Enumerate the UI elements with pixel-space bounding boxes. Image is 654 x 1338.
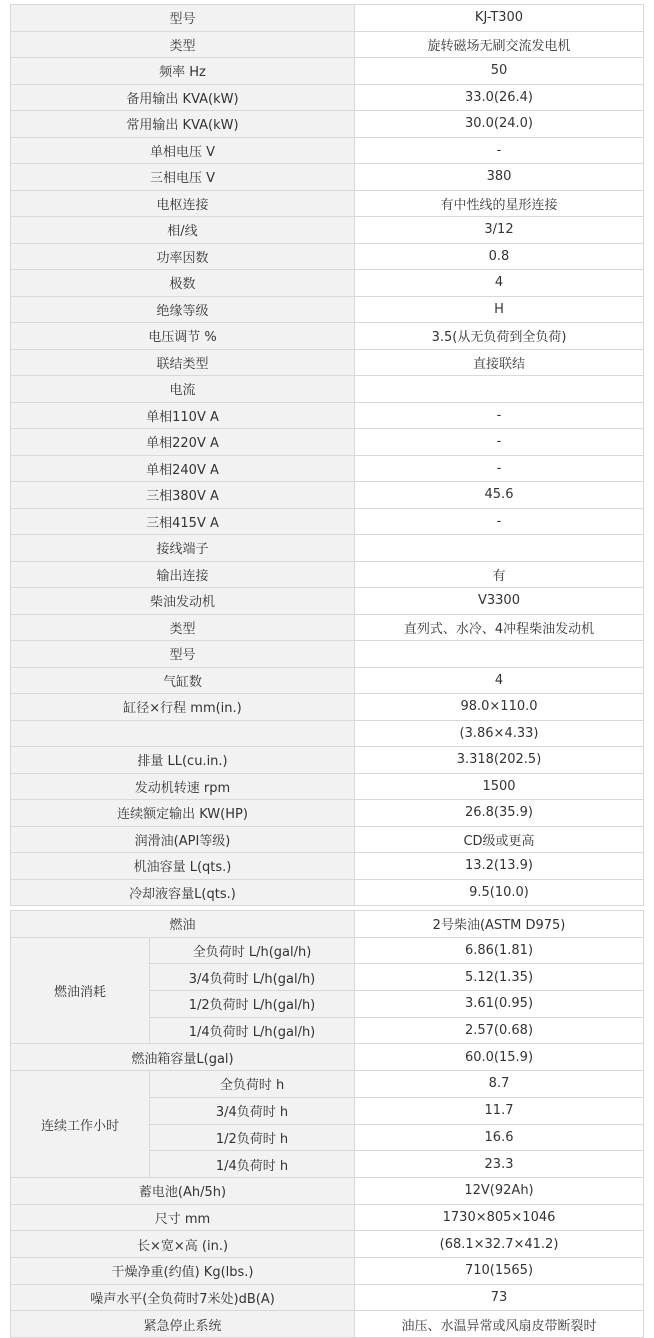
spec-table-main-body — [11, 5, 644, 906]
spec-value: 3.61(0.95) — [355, 991, 644, 1018]
spec-label: 三相电压 V — [11, 164, 355, 191]
spec-label: 气缸数 — [11, 667, 355, 694]
table-row — [11, 349, 644, 376]
spec-value: 1730×805×1046 — [355, 1204, 644, 1231]
spec-label: 电压调节 % — [11, 323, 355, 350]
spec-table-fuel — [10, 910, 644, 1338]
spec-value: 60.0(15.9) — [355, 1044, 644, 1071]
table-row — [11, 588, 644, 615]
spec-label: 型号 — [11, 641, 355, 668]
spec-value: - — [355, 455, 644, 482]
table-row — [11, 429, 644, 456]
table-row — [11, 747, 644, 774]
spec-table-fuel-body — [11, 911, 644, 1338]
table-row — [11, 911, 644, 938]
table-row — [11, 164, 644, 191]
table-row — [11, 137, 644, 164]
spec-label: 输出连接 — [11, 561, 355, 588]
spec-value: 2.57(0.68) — [355, 1017, 644, 1044]
spec-value: 4 — [355, 667, 644, 694]
spec-label: 润滑油(API等级) — [11, 826, 355, 853]
spec-label: 联结类型 — [11, 349, 355, 376]
table-row — [11, 1044, 644, 1071]
spec-label: 单相电压 V — [11, 137, 355, 164]
spec-label: 三相415V A — [11, 508, 355, 535]
table-row — [11, 694, 644, 721]
spec-value: 直接联结 — [355, 349, 644, 376]
group-label-runtime: 连续工作小时 — [11, 1071, 150, 1178]
spec-label: 绝缘等级 — [11, 296, 355, 323]
spec-value: - — [355, 402, 644, 429]
spec-value: 26.8(35.9) — [355, 800, 644, 827]
spec-value: - — [355, 429, 644, 456]
table-row — [11, 31, 644, 58]
table-row — [11, 1071, 644, 1098]
table-row — [11, 1177, 644, 1204]
table-row — [11, 217, 644, 244]
spec-label: 极数 — [11, 270, 355, 297]
spec-value: 23.3 — [355, 1151, 644, 1178]
table-row — [11, 243, 644, 270]
table-row — [11, 376, 644, 403]
spec-value: 3/12 — [355, 217, 644, 244]
spec-label: 柴油发动机 — [11, 588, 355, 615]
spec-label: 燃油箱容量L(gal) — [11, 1044, 355, 1071]
spec-value: - — [355, 508, 644, 535]
spec-value: - — [355, 137, 644, 164]
table-row — [11, 1204, 644, 1231]
spec-value: (68.1×32.7×41.2) — [355, 1231, 644, 1258]
spec-label: 频率 Hz — [11, 58, 355, 85]
spec-label: 相/线 — [11, 217, 355, 244]
spec-value: 3.318(202.5) — [355, 747, 644, 774]
table-row — [11, 84, 644, 111]
table-row — [11, 535, 644, 562]
table-row — [11, 1231, 644, 1258]
spec-value: 73 — [355, 1284, 644, 1311]
spec-label — [11, 720, 355, 747]
table-row — [11, 402, 644, 429]
spec-label: 缸径×行程 mm(in.) — [11, 694, 355, 721]
table-row — [11, 773, 644, 800]
spec-value: (3.86×4.33) — [355, 720, 644, 747]
table-row — [11, 190, 644, 217]
spec-table-main — [10, 4, 644, 906]
spec-value: 13.2(13.9) — [355, 853, 644, 880]
spec-label: 干燥净重(约值) Kg(lbs.) — [11, 1257, 355, 1284]
spec-value: 1500 — [355, 773, 644, 800]
spec-label: 电流 — [11, 376, 355, 403]
spec-value: 380 — [355, 164, 644, 191]
table-row — [11, 879, 644, 906]
spec-value — [355, 376, 644, 403]
spec-label: 单相220V A — [11, 429, 355, 456]
spec-value: 98.0×110.0 — [355, 694, 644, 721]
table-row — [11, 1257, 644, 1284]
spec-label: 尺寸 mm — [11, 1204, 355, 1231]
spec-value: 旋转磁场无刷交流发电机 — [355, 31, 644, 58]
spec-value: 2号柴油(ASTM D975) — [355, 911, 644, 938]
spec-label: 3/4负荷时 L/h(gal/h) — [150, 964, 355, 991]
spec-value: 4 — [355, 270, 644, 297]
table-row — [11, 58, 644, 85]
spec-value: 12V(92Ah) — [355, 1177, 644, 1204]
spec-value: 710(1565) — [355, 1257, 644, 1284]
spec-label: 单相110V A — [11, 402, 355, 429]
spec-label: 单相240V A — [11, 455, 355, 482]
spec-label: 全负荷时 L/h(gal/h) — [150, 937, 355, 964]
spec-label: 噪声水平(全负荷时7米处)dB(A) — [11, 1284, 355, 1311]
spec-value — [355, 535, 644, 562]
spec-label: 蓄电池(Ah/5h) — [11, 1177, 355, 1204]
spec-label: 功率因数 — [11, 243, 355, 270]
table-row — [11, 270, 644, 297]
spec-label: 连续额定输出 KW(HP) — [11, 800, 355, 827]
spec-value: 3.5(从无负荷到全负荷) — [355, 323, 644, 350]
spec-label: 1/4负荷时 h — [150, 1151, 355, 1178]
group-label-fuel-consumption: 燃油消耗 — [11, 937, 150, 1044]
table-row — [11, 1284, 644, 1311]
spec-value: 有 — [355, 561, 644, 588]
spec-label: 1/4负荷时 L/h(gal/h) — [150, 1017, 355, 1044]
spec-label: 常用输出 KVA(kW) — [11, 111, 355, 138]
spec-label: 3/4负荷时 h — [150, 1097, 355, 1124]
table-row — [11, 937, 644, 964]
spec-value: 5.12(1.35) — [355, 964, 644, 991]
table-row — [11, 323, 644, 350]
table-row — [11, 800, 644, 827]
table-row — [11, 296, 644, 323]
table-row — [11, 1311, 644, 1338]
spec-label: 长×宽×高 (in.) — [11, 1231, 355, 1258]
spec-label: 发动机转速 rpm — [11, 773, 355, 800]
spec-value: 16.6 — [355, 1124, 644, 1151]
spec-label: 电枢连接 — [11, 190, 355, 217]
spec-value: 有中性线的星形连接 — [355, 190, 644, 217]
spec-label: 紧急停止系统 — [11, 1311, 355, 1338]
spec-value: 8.7 — [355, 1071, 644, 1098]
table-row — [11, 5, 644, 32]
spec-value: CD级或更高 — [355, 826, 644, 853]
table-row — [11, 667, 644, 694]
table-row — [11, 641, 644, 668]
spec-label: 接线端子 — [11, 535, 355, 562]
spec-label: 全负荷时 h — [150, 1071, 355, 1098]
table-row — [11, 853, 644, 880]
spec-label: 备用输出 KVA(kW) — [11, 84, 355, 111]
spec-label: 排量 LL(cu.in.) — [11, 747, 355, 774]
spec-value: 直列式、水冷、4冲程柴油发动机 — [355, 614, 644, 641]
spec-value: 油压、水温异常或风扇皮带断裂时 — [355, 1311, 644, 1338]
spec-label: 类型 — [11, 31, 355, 58]
spec-label: 类型 — [11, 614, 355, 641]
spec-value: 6.86(1.81) — [355, 937, 644, 964]
spec-value: KJ-T300 — [355, 5, 644, 32]
spec-label: 型号 — [11, 5, 355, 32]
table-row — [11, 561, 644, 588]
spec-value: H — [355, 296, 644, 323]
spec-value: 30.0(24.0) — [355, 111, 644, 138]
table-row — [11, 826, 644, 853]
table-row — [11, 614, 644, 641]
spec-label: 机油容量 L(qts.) — [11, 853, 355, 880]
table-row — [11, 455, 644, 482]
spec-label: 1/2负荷时 L/h(gal/h) — [150, 991, 355, 1018]
spec-label: 1/2负荷时 h — [150, 1124, 355, 1151]
spec-value: 11.7 — [355, 1097, 644, 1124]
table-row — [11, 111, 644, 138]
spec-value: V3300 — [355, 588, 644, 615]
spec-label: 燃油 — [11, 911, 355, 938]
spec-value: 33.0(26.4) — [355, 84, 644, 111]
spec-value: 0.8 — [355, 243, 644, 270]
spec-value: 9.5(10.0) — [355, 879, 644, 906]
table-row — [11, 720, 644, 747]
table-row — [11, 508, 644, 535]
spec-label: 冷却液容量L(qts.) — [11, 879, 355, 906]
table-row — [11, 482, 644, 509]
spec-value — [355, 641, 644, 668]
spec-value: 50 — [355, 58, 644, 85]
spec-value: 45.6 — [355, 482, 644, 509]
spec-label: 三相380V A — [11, 482, 355, 509]
